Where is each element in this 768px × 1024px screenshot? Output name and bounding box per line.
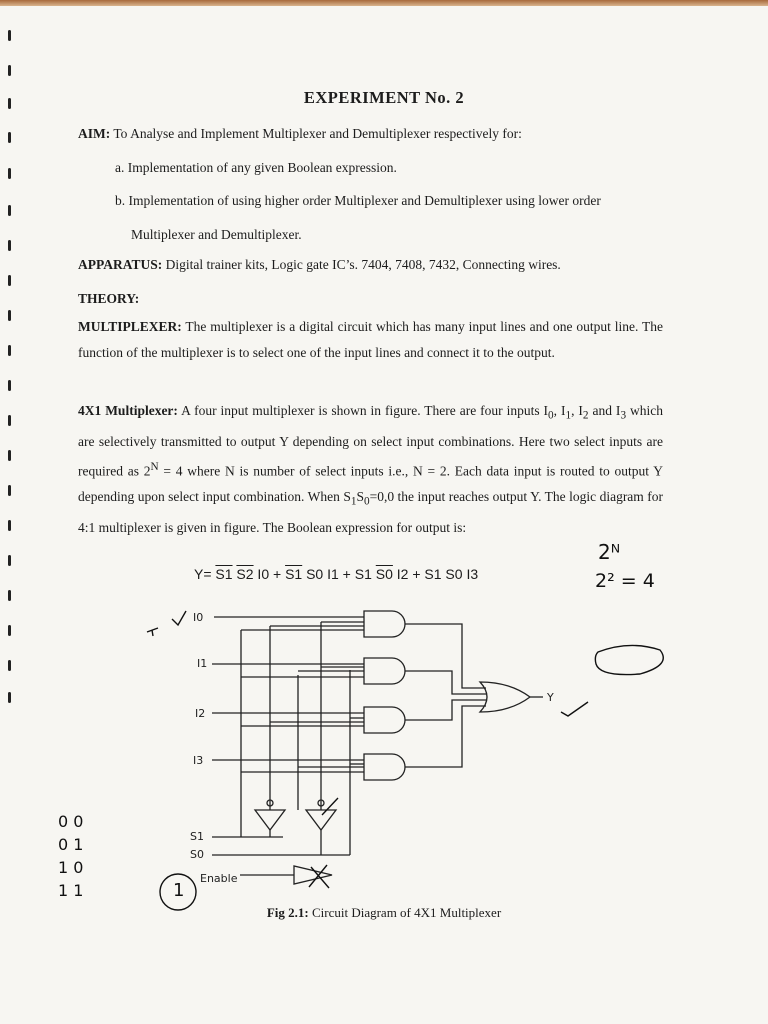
apparatus-text: Digital trainer kits, Logic gate IC’s. 7404, 7408, 7432, Connecting wires. <box>162 257 561 272</box>
eq-term2: S0 I1 + S1 <box>302 566 376 582</box>
select-label-s1: S1 <box>190 830 204 843</box>
eq-s2-bar: S2 <box>236 566 254 582</box>
apparatus-label: APPARATUS: <box>78 257 163 272</box>
eq-s1-bar: S1 <box>215 566 233 582</box>
eq-s0-bar: S0 <box>375 566 393 582</box>
caption-text: Circuit Diagram of 4X1 Multiplexer <box>308 905 502 920</box>
mux4x1-text-4: = 4 where N is number of select inputs i.e., N = 2. Each data input is routed to output Y depending upon select input combination. When S <box>78 463 663 504</box>
mux4x1-label: 4X1 Multiplexer: <box>78 403 178 418</box>
hw-row-1: 0 0 <box>58 812 84 831</box>
aim-label: AIM: <box>78 126 111 141</box>
page-title: EXPERIMENT No. 2 <box>303 88 465 107</box>
mux4x1-text-2: and I <box>588 403 621 418</box>
mux4x1-paragraph: 4X1 Multiplexer: A four input multiplexer is shown in figure. There are four inputs $I_0$, $I_1$, $I_2$ and $I_3$ which are selectively transmitted to output Y depending on select input combinations. Here two select inputs are required as $2^N = 4$ where N is number of select inputs i.e., N = 2. Each data input is routed to output Y depending upon select input combination. When $S_1S_0=0,0$ the input reaches output Y. The logic diagram for 4:1 multiplexer is given in figure. The Boolean expression for output is: <box>78 403 664 535</box>
handwritten-2-power-n: 2ᴺ <box>598 540 621 564</box>
eq-term1: I0 + <box>253 566 286 582</box>
mux4x1-text-1: A four input multiplexer is shown in figure. There are four inputs I <box>177 403 549 418</box>
input-label-i1: I1 <box>197 657 208 670</box>
figure-caption <box>0 905 768 921</box>
multiplexer-label: MULTIPLEXER: <box>78 319 182 334</box>
hw-row-3: 1 0 <box>58 858 84 877</box>
mux4x1-text-5: =0,0 the input reaches output Y. The logic diagram for 4:1 multiplexer is given in figure. The Boolean expression for output is: <box>78 488 664 535</box>
hw-row-2: 0 1 <box>58 835 84 854</box>
aim-item-b-line2: Multiplexer and Demultiplexer. <box>131 227 302 242</box>
handwritten-2-squared-eq-4: 2² = 4 <box>595 570 655 592</box>
eq-term3: I2 + S1 S0 I3 <box>392 566 479 582</box>
aim-text: To Analyse and Implement Multiplexer and Demultiplexer respectively for: <box>110 126 522 141</box>
multiplexer-text: The multiplexer is a digital circuit which has many input lines and one output line. The function of the multiplexer is to select one of the input lines and connect it to the output. <box>78 319 663 360</box>
input-label-i2: I2 <box>195 707 206 720</box>
aim-item-a: a. Implementation of any given Boolean expression. <box>115 160 397 175</box>
hw-row-4: 1 1 <box>58 881 84 900</box>
output-label-y: Y <box>547 691 554 704</box>
input-label-i3: I3 <box>193 754 204 767</box>
enable-label: Enable <box>200 872 238 885</box>
input-label-i0: I0 <box>193 611 204 624</box>
select-label-s0: S0 <box>190 848 204 861</box>
eq-s1-bar-2: S1 <box>285 566 303 582</box>
aim-item-b-line1: b. Implementation of using higher order Multiplexer and Demultiplexer using lower order <box>115 193 601 208</box>
theory-heading: THEORY: <box>78 291 140 306</box>
eq-prefix: Y= <box>194 566 216 582</box>
mux4x1-text-3: which are selectively transmitted to output Y depending on select input combinations. Here two select inputs are required as 2 <box>78 403 663 479</box>
handwritten-circled-1: 1 <box>173 880 185 901</box>
caption-label: Fig 2.1: <box>266 905 309 920</box>
handwritten-truth-table <box>58 810 83 902</box>
